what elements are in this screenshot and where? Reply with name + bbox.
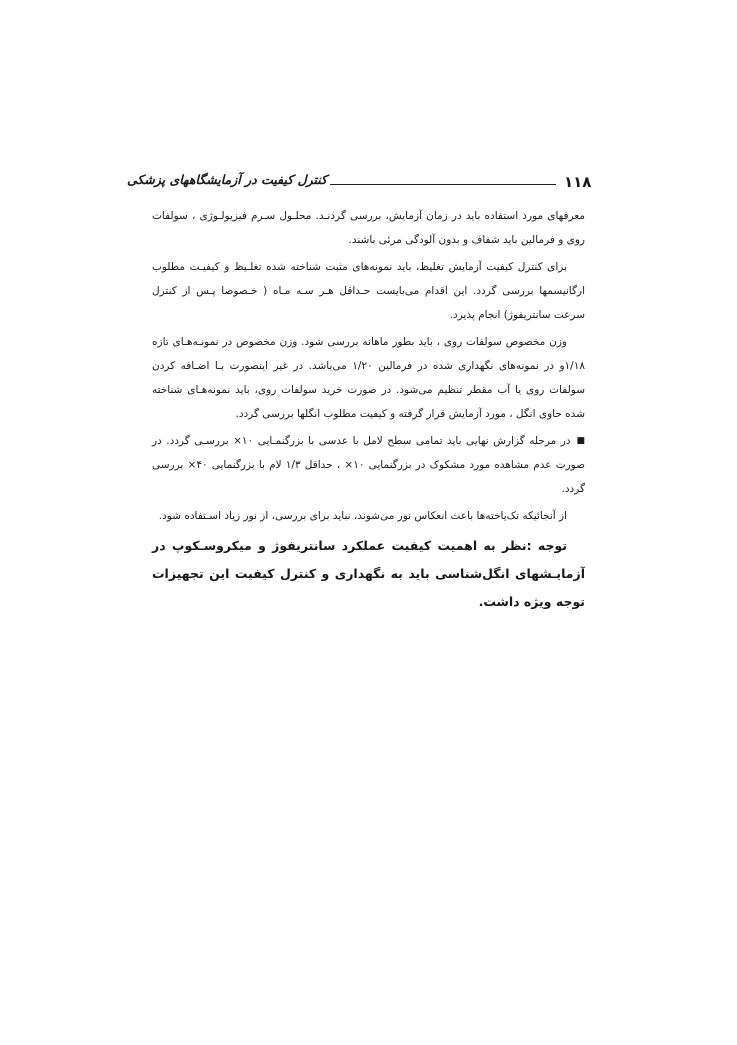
paragraph	[152, 255, 585, 327]
page-number: ۱۱۸	[564, 173, 592, 191]
paragraph-text: معرفهای مورد استفاده باید در زمان آزمایش، بررسی گردنـد. محلـول سـرم فیزیولـوژی ، سولفات روی و فرمالین باید شفاف و بدون آلودگی مرئی باشند.	[152, 210, 585, 246]
bullet-line	[152, 429, 585, 501]
note-paragraph	[152, 532, 585, 616]
paragraph-text: وزن مخصوص سولفات روی ، باید بطور ماهانه بررسی شود. وزن مخصوص در نمونـه‌هـای تازه ۱/۱۸و در نمونه‌های نگهداری شده در فرمالین ۱/۲۰ می‌باشد. در غیر اینصورت بـا اضـافه کردن سولفات روی یا آب مقطر تنظیم می‌شود. در صورت خرید سولفات روی، باید نمونه‌هـای شناخته شده حاوی انگل ، مورد آزمایش قرار گرفته و کیفیت مطلوب انگلها بررسی گردد.	[152, 336, 585, 420]
running-title: کنترل کیفیت در آزمایشگاههای پزشکی	[126, 172, 327, 187]
page-body	[152, 204, 585, 616]
bullet-icon: ■	[576, 436, 586, 446]
header-rule	[330, 184, 556, 185]
paragraph-text: برای کنترل کیفیت آزمایش تغلیظ، باید نمونه‌های مثبت شناخته شده تغلـیظ و کیفیـت مطلوب ارگانیسمها بررسی گردد. این اقدام می‌بایست حـداقل هـر سـه مـاه ( خـصوصا پـس از کنترل سرعت سانتریفوژ) انجام پذیرد.	[152, 261, 585, 321]
paragraph	[152, 330, 585, 426]
paragraph-text: در مرحله گزارش نهایی باید تمامی سطح لامل با عدسی با بزرگنمـایی ۱۰× بررسـی گردد. در صورت عدم مشاهده مورد مشکوک در بزرگنمایی ۱۰× ، حداقل ۱/۳ لام با بزرگنمایی ۴۰× بررسی گردد.	[152, 435, 585, 495]
note-text: توجه :نظر به اهمیت کیفیت عملکرد سانتریفوژ و میکروسـکوپ در آزمایـشهای انگل‌شناسی باید به نگهداری و کنترل کیفیت این تجهیزات توجه ویژه داشت.	[152, 538, 585, 609]
paragraph	[152, 504, 585, 528]
bullet-paragraph	[152, 429, 585, 501]
paragraph-text: از آنجائیکه تک‌یاخته‌ها باعث انعکاس نور می‌شوند، نباید برای بررسی، از نور زیاد اسـتفاده شود.	[158, 510, 567, 522]
paragraph	[152, 204, 585, 252]
page-header	[126, 172, 592, 196]
